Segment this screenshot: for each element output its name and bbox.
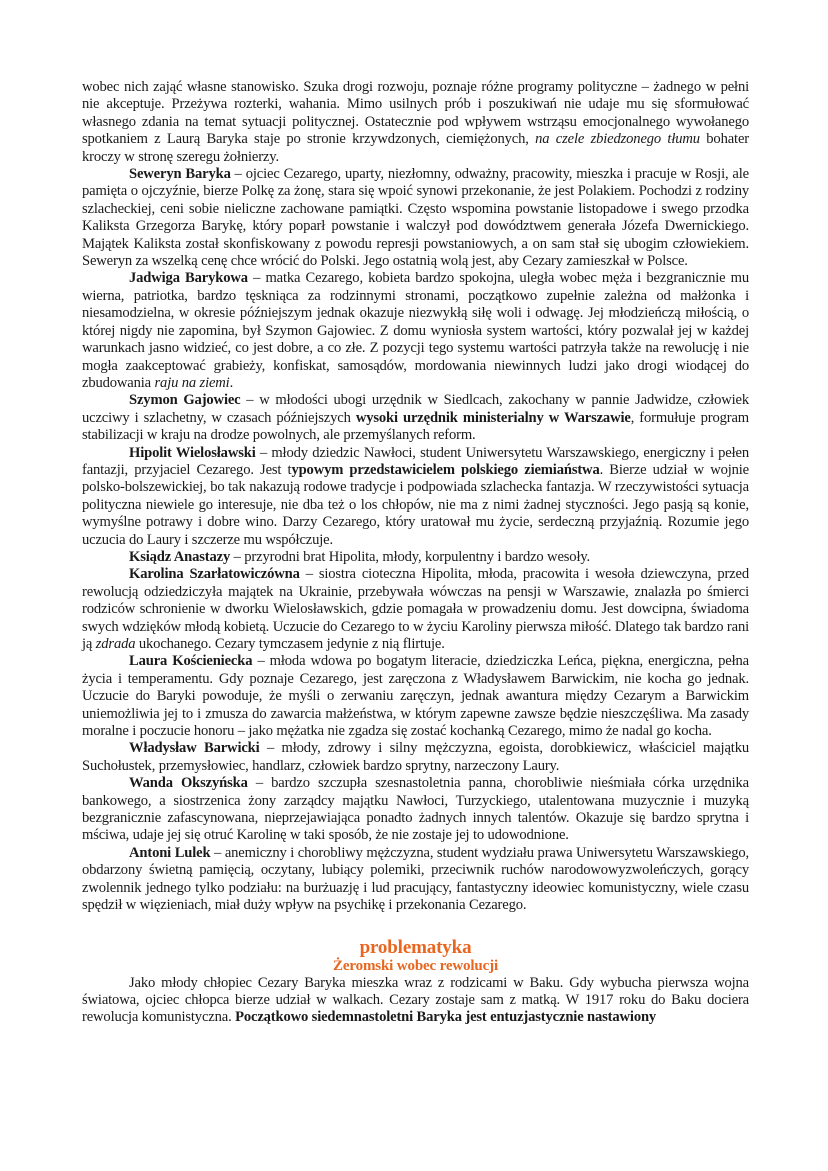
character-description: – matka Cezarego, kobieta bardzo spokojna, uległa wobec męża i bezgranicznie mu wierna, patriotka, bardzo tęskniąca za rodzinnymi stronami, początkowo zupełnie zależna od małżonka i niesamodzielna, w okresie późniejszym jednak okazuje niezwykłą siłę woli i odwagę. Jej młodzieńczą miłością, o której nigdy nie zapomina, był Szymon Gajowiec. Z domu wyniosła system wartości, który pozwalał jej w każdej warunkach jasno widzieć, co jest dobre, a co złe. Z pozycji tego systemu wartości patrzyła także na rewolucję i nie mogła zaakceptować grabieży, konfiskat, samosądów, mordowania niewinnych ludzi jako drogi wiodącej do zbudowania [82, 270, 749, 391]
character-description: – siostra cioteczna Hipolita, młoda, pracowita i wesoła dziewczyna, przed rewolucją odziedziczyła majątek na Ukrainie, przebywała wówczas na pensji w Warszawie, znalazła po śmierci rodziców schronienie w dworku Wielosławskich, gdzie pomagała w prowadzeniu domu. Jest dowcipna, świadoma swych wdzięków młodą kobietą. Uczucie do Cezarego to w życiu Karoliny pierwsza miłość. Dlatego tak bardzo rani ją [82, 566, 749, 652]
character-entry-antoni-lulek [82, 845, 749, 915]
character-description: – anemiczny i chorobliwy mężczyzna, student wydziału prawa Uniwersytetu Warszawskiego, obdarzony świetną pamięcią, oczytany, lubiący polemiki, przeciwnik ruchów narodowowyzwoleńczych, gorący zwolennik jednego tylko podziału: na burżuazję i lud pracujący, fantastyczny ideowiec komunistyczny, wiele czasu spędził w więzieniach, miał duży wpływ na psychikę i przekonania Cezarego. [82, 844, 749, 914]
character-description: – młody dziedzic Nawłoci, student Uniwersytetu Warszawskiego, energiczny i pełen fantazji, przyjaciel Cezarego. Jest t [82, 444, 749, 478]
character-entry-karolina-szarlatowiczowna [82, 566, 749, 653]
document-page [82, 79, 749, 1027]
character-italic-quote: raju na ziemi [154, 374, 230, 391]
character-name: Laura Kościeniecka [129, 653, 253, 670]
intro-paragraph [82, 79, 749, 166]
character-entry-wladyslaw-barwicki [82, 740, 749, 775]
character-name: Hipolit Wielosławski [129, 444, 256, 461]
section-paragraph-bold: Początkowo siedemnastoletni Baryka jest entuzjastycznie nastawiony [235, 1009, 657, 1026]
character-description: – przyrodni brat Hipolita, młody, korpulentny i bardzo wesoły. [230, 548, 591, 565]
character-description-end: . Bierze udział w wojnie polsko-bolszewickiej, bo tak nakazują rodowe tradycje i podpowiada szlachecka fantazja. W rzeczywistości sytuacja polityczna niewiele go interesuje, nie dba też o los chłopów, nie ma z nimi żadnej styczności. Jego pasją są konie, wymyślne potrawy i dobre wino. Darzy Cezarego, który uratował mu życie, serdeczną przyjaźnią. Rozumie jego uczucia do Laury i szczerze mu współczuje. [82, 461, 750, 548]
character-entry-ksiadz-anastazy [82, 549, 749, 566]
character-entry-laura-koscieniecka [82, 653, 749, 740]
character-name: Seweryn Baryka [129, 166, 231, 183]
character-name: Jadwiga Barykowa [129, 270, 248, 287]
intro-italic-quote: na czele zbiedzonego tłumu [535, 131, 700, 148]
section-paragraph [82, 975, 749, 1027]
character-entry-jadwiga-barykowa [82, 270, 749, 392]
character-name: Antoni Lulek [129, 844, 211, 861]
character-description: – ojciec Cezarego, uparty, niezłomny, odważny, pracowity, mieszka i pracuje w Rosji, ale pamięta o ojczyźnie, bierze Polkę za żonę, stara się wpoić synowi przekonanie, że jest Polakiem. Pochodzi z rodziny szlacheckiej, ceni sobie nieliczne zachowane pamiątki. Często wspomina powstanie listopadowe i swego przodka Kaliksta Grzegorza Barykę, który poparł powstanie i walczył pod dowództwem generała Józefa Dwernickiego. Majątek Kaliksta został skonfiskowany z powodu represji powstaniowych, a on sam stał się ubogim człowiekiem. Seweryn za wszelką cenę chce wrócić do Polski. Jego ostatnią wolą jest, aby Cezary zamieszkał w Polsce. [82, 166, 749, 270]
character-description: – bardzo szczupła szesnastoletnia panna, chorobliwie nieśmiała córka urzędnika bankowego, a siostrzenica żony zarządcy majątku Nawłoci, Turzyckiego, utalentowana muzycznie i muzyką bezgranicznie zafascynowana, nieprzejawiająca ponadto żadnych innych talentów. Okazuje się bardzo sprytna i mściwa, udaje jej się otruć Karolinę w taki sposób, że nie zostaje jej to udowodnione. [82, 775, 749, 844]
intro-text-end: bohater kroczy w stronę szeregu żołnierzy. [82, 131, 749, 165]
character-entry-szymon-gajowiec [82, 392, 749, 444]
character-entry-wanda-okszynska [82, 775, 749, 845]
character-description-end: , formułuje program stabilizacji w kraju na drodze powolnych, ale przemyślanych reform. [82, 409, 749, 444]
character-entry-seweryn-baryka [82, 166, 749, 270]
character-name: Władysław Barwicki [129, 740, 260, 757]
character-name: Wanda Okszyńska [129, 775, 248, 792]
character-italic-quote: zdrada [95, 636, 136, 652]
character-description-end: . [229, 374, 234, 391]
character-description-end: ukochanego. Cezary tymczasem jedynie z nią flirtuje. [135, 636, 445, 652]
section-subheading: Żeromski wobec rewolucji [333, 957, 498, 974]
character-bold-highlight: ypowym przedstawicielem polskiego ziemiaństwa [291, 461, 600, 478]
section-paragraph-text: Jako młody chłopiec Cezary Baryka mieszka wraz z rodzicami w Baku. Gdy wybucha pierwsza wojna światowa, ojciec chłopca bierze udział w walkach. Cezary zostaje sam z matką. W 1917 roku do Baku dociera rewolucja komunistyczna. [82, 974, 749, 1026]
character-entry-hipolit-wieloslawski [82, 445, 749, 549]
character-description: – młoda wdowa po bogatym literacie, dziedziczka Leńca, piękna, energiczna, pełna życia i temperamentu. Gdy poznaje Cezarego, jest zaręczona z Władysławem Barwickim, nie kocha go jednak. Uczucie do Baryki powoduje, że myśli o zerwaniu zaręczyn, jednak awantura między Cezarym a Barwickim uniemożliwia jej to i zmusza do zawarcia małżeństwa, w którym zapewne zawsze będzie nieszczęśliwa. Ma zasady moralne i poczucie honoru – jako mężatka nie zgadza się zostać kochanką Cezarego, mimo że nadal go kocha. [82, 653, 749, 740]
character-name: Karolina Szarłatowiczówna [129, 566, 300, 583]
character-name: Szymon Gajowiec [129, 392, 241, 409]
character-description: – młody, zdrowy i silny mężczyzna, egoista, dorobkiewicz, właściciel majątku Suchołustek, przemysłowiec, handlarz, człowiek bardzo sprytny, narzeczony Laury. [82, 740, 749, 774]
section-heading: problematyka [359, 936, 472, 958]
intro-text: wobec nich zająć własne stanowisko. Szuka drogi rozwoju, poznaje różne programy polityczne – żadnego w pełni nie akceptuje. Przeżywa rozterki, wahania. Mimo usilnych prób i poszukiwań nie udaje mu się sformułować własnego zdania na temat sytuacji politycznej. Ostatecznie pod wpływem wstrząsu emocjonalnego wywołanego spotkaniem z Laurą Baryka staje po stronie krzywdzonych, ciemiężonych, [82, 79, 749, 148]
character-description: – w młodości ubogi urzędnik w Siedlcach, zakochany w pannie Jadwidze, człowiek uczciwy i szlachetny, w czasach późniejszych [82, 392, 749, 426]
character-bold-highlight: wysoki urzędnik ministerialny w Warszawie [355, 409, 631, 426]
character-name: Ksiądz Anastazy [129, 548, 231, 565]
